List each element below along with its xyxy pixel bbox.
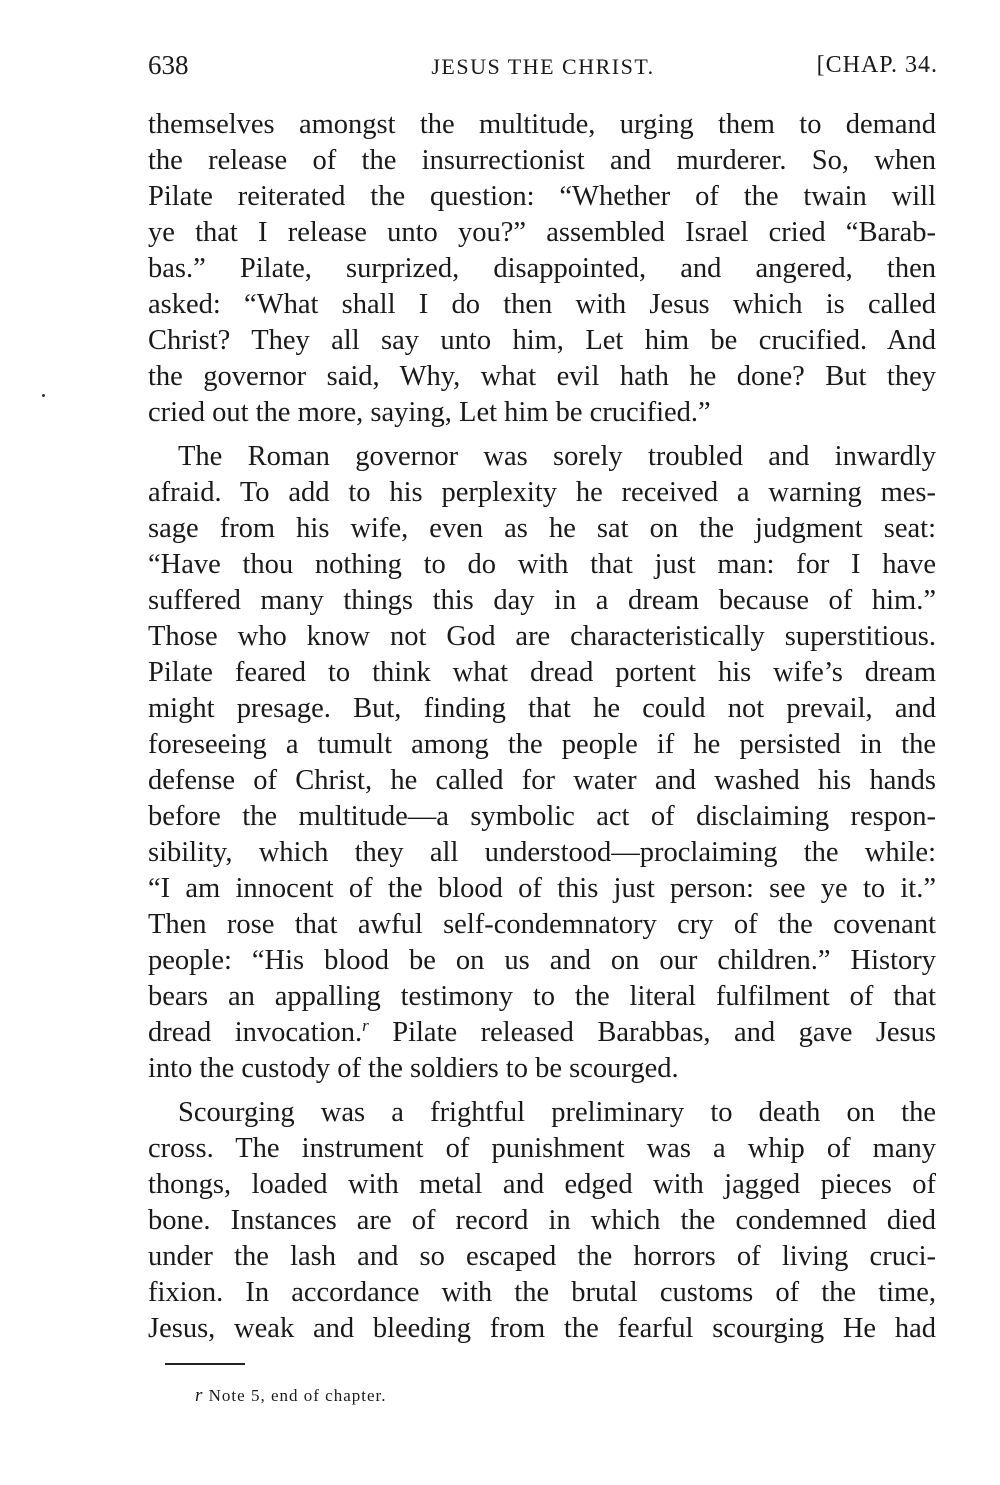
paragraph-2 bbox=[148, 439, 936, 1087]
page-number: 638 bbox=[148, 50, 189, 80]
footnote bbox=[195, 1385, 387, 1407]
text-line: Scourging was a frightful preliminary to death on the bbox=[178, 1097, 936, 1128]
body-text bbox=[148, 107, 936, 1347]
text-line: defense of Christ, he called for water and washed his hands bbox=[148, 765, 936, 796]
text-line: The Roman governor was sorely troubled and inwardly bbox=[178, 441, 936, 472]
text-line: bone. Instances are of record in which the condemned died bbox=[148, 1205, 936, 1236]
text-line: “I am innocent of the blood of this just person: see ye to it.” bbox=[148, 873, 936, 904]
margin-speck bbox=[42, 394, 45, 397]
text-line: foreseeing a tumult among the people if he persisted in the bbox=[148, 729, 936, 760]
text-line: ye that I release unto you?” assembled Israel cried “Barab- bbox=[148, 217, 936, 248]
footnote-rule bbox=[165, 1363, 245, 1365]
chapter-reference: [CHAP. 34. bbox=[816, 52, 938, 78]
footnote-text: Note 5, end of chapter. bbox=[208, 1386, 387, 1405]
text-line: people: “His blood be on us and on our children.” History bbox=[148, 945, 936, 976]
text-line: into the custody of the soldiers to be scourged. bbox=[148, 1053, 679, 1084]
text-line: cried out the more, saying, Let him be crucified.” bbox=[148, 397, 711, 428]
text-line: themselves amongst the multitude, urging them to demand bbox=[148, 109, 936, 140]
text-line: “Have thou nothing to do with that just man: for I have bbox=[148, 549, 936, 580]
text-line: fixion. In accordance with the brutal customs of the time, bbox=[148, 1277, 936, 1308]
text-line: sibility, which they all understood—proclaiming the while: bbox=[148, 837, 936, 868]
text-line: the release of the insurrectionist and murderer. So, when bbox=[148, 145, 936, 176]
paragraph-1 bbox=[148, 107, 936, 431]
text-segment: dread invocation. bbox=[148, 1017, 363, 1048]
text-line: cross. The instrument of punishment was a whip of many bbox=[148, 1133, 936, 1164]
text-line: Those who know not God are characteristically superstitious. bbox=[148, 621, 936, 652]
text-line: Then rose that awful self-condemnatory cry of the covenant bbox=[148, 909, 936, 940]
text-line: afraid. To add to his perplexity he received a warning mes- bbox=[148, 477, 936, 508]
text-line: Jesus, weak and bleeding from the fearful scourging He had bbox=[148, 1313, 936, 1344]
text-line: suffered many things this day in a dream because of him.” bbox=[148, 585, 936, 616]
text-line: thongs, loaded with metal and edged with jagged pieces of bbox=[148, 1169, 936, 1200]
text-line: bears an appalling testimony to the literal fulfilment of that bbox=[148, 981, 936, 1012]
paragraph-3 bbox=[148, 1095, 936, 1347]
text-line: the governor said, Why, what evil hath he done? But they bbox=[148, 361, 936, 392]
text-line: before the multitude—a symbolic act of disclaiming respon- bbox=[148, 801, 936, 832]
text-line: bas.” Pilate, surprized, disappointed, and angered, then bbox=[148, 253, 936, 284]
text-line: sage from his wife, even as he sat on the judgment seat: bbox=[148, 513, 936, 544]
text-line: Christ? They all say unto him, Let him be crucified. And bbox=[148, 325, 936, 356]
footnote-reference-line bbox=[148, 1015, 936, 1051]
running-header bbox=[148, 50, 938, 90]
text-line: might presage. But, finding that he could not prevail, and bbox=[148, 693, 936, 724]
text-segment: Pilate released Barabbas, and gave Jesus bbox=[368, 1017, 936, 1048]
text-line: Pilate feared to think what dread portent his wife’s dream bbox=[148, 657, 936, 688]
text-line: under the lash and so escaped the horrors of living cruci- bbox=[148, 1241, 936, 1272]
text-line: asked: “What shall I do then with Jesus which is called bbox=[148, 289, 936, 320]
footnote-reference-mark[interactable]: r bbox=[362, 1016, 369, 1035]
running-title: JESUS THE CHRIST. bbox=[431, 54, 655, 79]
footnote-mark: r bbox=[195, 1385, 204, 1406]
text-line: Pilate reiterated the question: “Whether of the twain will bbox=[148, 181, 936, 212]
